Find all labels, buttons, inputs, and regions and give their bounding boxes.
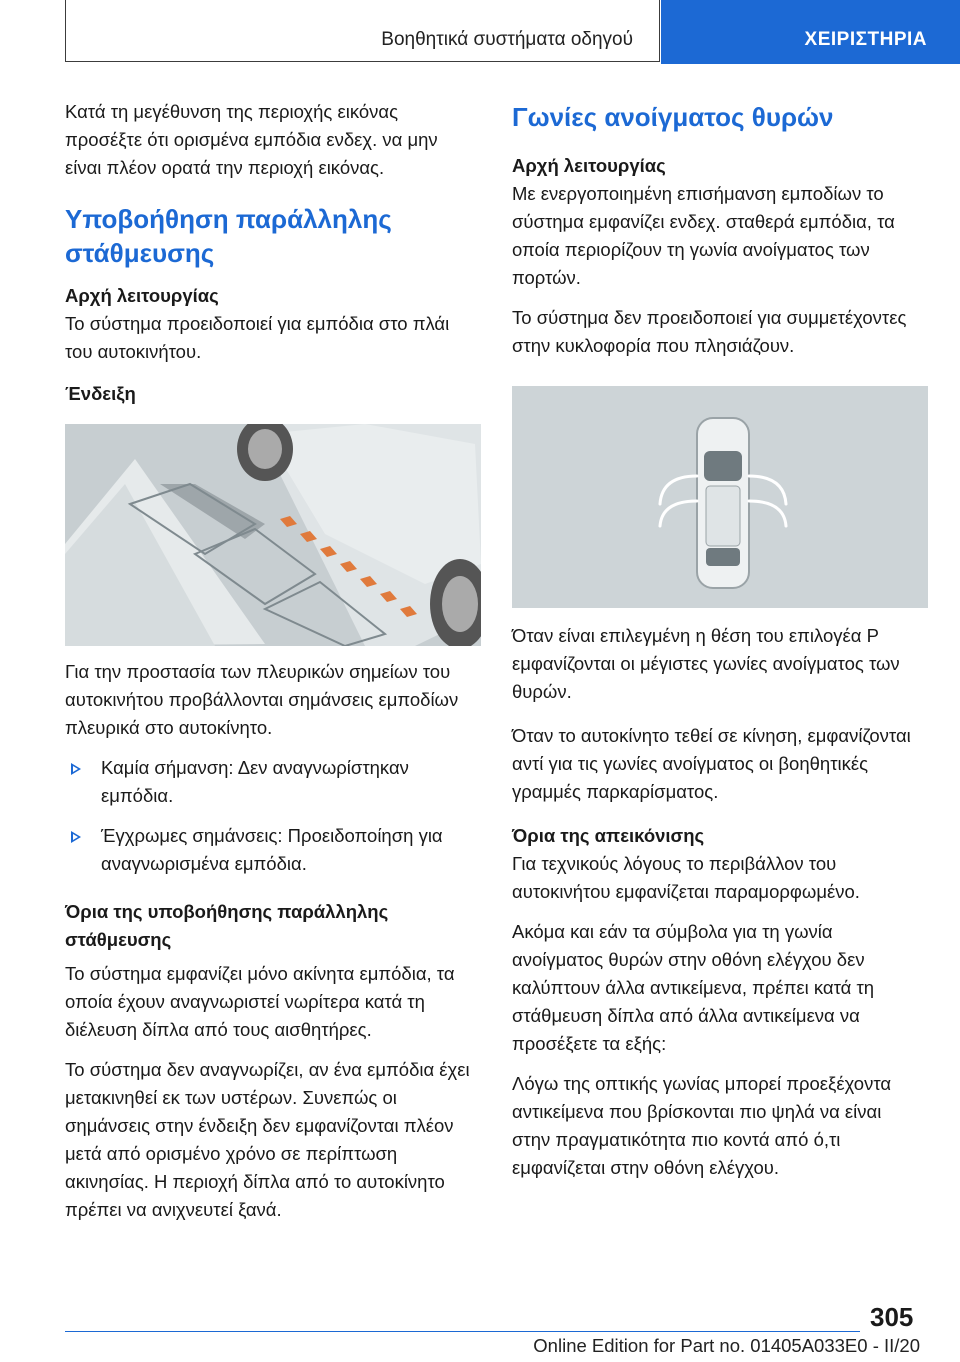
triangle-bullet-icon	[71, 763, 81, 775]
list-item: Έγχρωμες σημάνσεις: Προειδοποίηση για αναγνωρισμένα εμπόδια.	[65, 822, 481, 878]
principle-paragraph-2: Το σύστημα δεν προειδοποιεί για συμμετέχοντες στην κυκλοφορία που πλησιάζουν.	[512, 307, 907, 356]
page-number: 305	[870, 1302, 914, 1332]
limits-heading: Όρια της υποβοήθησης παράλληλης στάθμευσης	[65, 901, 389, 950]
top-view-car-image	[512, 386, 928, 608]
principle-heading: Αρχή λειτουργίας	[65, 285, 219, 306]
side-view-car-image	[65, 424, 481, 646]
edition-footer: Online Edition for Part no. 01405A033E0 - II/20	[533, 1335, 920, 1356]
principle-heading: Αρχή λειτουργίας	[512, 155, 666, 176]
right-column	[512, 98, 928, 1182]
door-angles-title: Γωνίες ανοίγματος θυρών	[512, 102, 834, 132]
parallel-parking-title: Υποβοήθηση παράλληλης στάθμευσης	[65, 204, 392, 268]
limits-paragraph-1: Το σύστημα εμφανίζει μόνο ακίνητα εμπόδια, τα οποία έχουν αναγνωριστεί νωρίτερα κατά τη διέλευση δίπλα από τους αισθητήρες.	[65, 963, 455, 1040]
triangle-bullet-icon	[71, 831, 81, 843]
display-limits-paragraph-3: Λόγω της οπτικής γωνίας μπορεί προεξέχοντα αντικείμενα που βρίσκονται πιο ψηλά να είναι στην πραγματικότητα πιο κοντά από ό,τι εμφανίζεται στην οθόνη ελέγχου.	[512, 1073, 892, 1178]
display-limits-paragraph-2: Ακόμα και εάν τα σύμβολα για τη γωνία ανοίγματος θυρών στην οθόνη ελέγχου δεν καλύπτουν άλλα αντικείμενα, πρέπει κατά τη στάθμευση δίπλα από άλλα αντικείμενα να προσέξετε τα εξής:	[512, 921, 875, 1054]
marking-legend-list	[65, 754, 481, 878]
display-heading: Ένδειξη	[65, 383, 136, 404]
principle-paragraph-1: Με ενεργοποιημένη επισήμανση εμποδίων το σύστημα εμφανίζει ενδεχ. σταθερά εμπόδια, τα οποία περιορίζουν τη γωνία ανοίγματος των πορτών.	[512, 183, 895, 288]
display-limits-heading: Όρια της απεικόνισης	[512, 825, 705, 846]
section-title-tab: Βοηθητικά συστήματα οδηγού	[65, 0, 660, 62]
parallel-parking-illustration	[65, 424, 481, 646]
figure-caption-1: Όταν είναι επιλεγμένη η θέση του επιλογέα P εμφανίζονται οι μέγιστες γωνίες ανοίγματος των θυρών.	[512, 625, 900, 702]
footer-divider	[65, 1331, 860, 1332]
display-limits-paragraph-1: Για τεχνικούς λόγους το περιβάλλον του αυτοκινήτου εμφανίζεται παραμορφωμένο.	[512, 853, 860, 902]
list-item: Καμία σήμανση: Δεν αναγνωρίστηκαν εμπόδια.	[65, 754, 481, 810]
display-caption: Για την προστασία των πλευρικών σημείων του αυτοκινήτου προβάλλονται σημάνσεις εμποδίων πλευρικά στο αυτοκίνητο.	[65, 661, 459, 738]
limits-paragraph-2: Το σύστημα δεν αναγνωρίζει, αν ένα εμπόδια έχει μετακινηθεί εκ των υστέρων. Συνεπώς οι σημάνσεις στην ένδειξη δεν εμφανίζονται πλέον μετά από ορισμένο χρόνο σε περίπτωση ακινησίας. Η περιοχή δίπλα από το αυτοκίνητο πρέπει να ανιχνευτεί ξανά.	[65, 1059, 470, 1220]
door-angle-illustration	[512, 386, 928, 608]
figure-caption-2: Όταν το αυτοκίνητο τεθεί σε κίνηση, εμφανίζονται αντί για τις γωνίες ανοίγματος οι βοηθητικές γραμμές παρκαρίσματος.	[512, 725, 911, 802]
chapter-tab: ΧΕΙΡΙΣΤΗΡΙΑ	[661, 0, 960, 64]
left-column	[65, 98, 481, 1224]
principle-text: Το σύστημα προειδοποιεί για εμπόδια στο πλάι του αυτοκινήτου.	[65, 313, 450, 362]
intro-paragraph: Κατά τη μεγέθυνση της περιοχής εικόνας προσέξτε ότι ορισμένα εμπόδια ενδεχ. να μην είναι πλέον ορατά την περιοχή εικόνας.	[65, 101, 438, 178]
page-header	[65, 0, 960, 64]
